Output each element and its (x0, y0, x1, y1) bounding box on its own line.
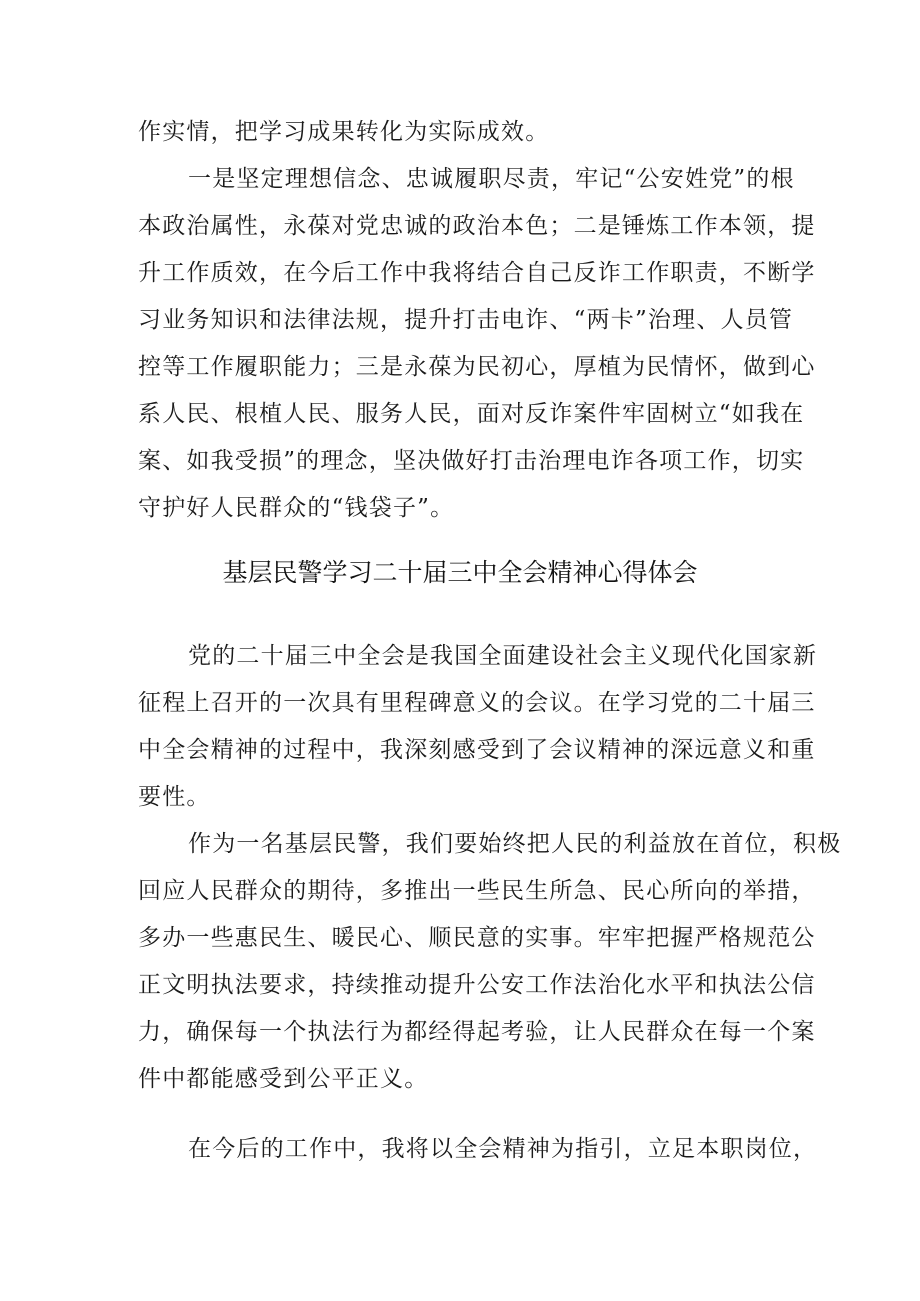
text-line: 一是坚定理想信念、忠诚履职尽责，牢记“公安姓党”的根 (188, 166, 795, 192)
text-line: 作为一名基层民警，我们要始终把人民的利益放在首位，积极 (188, 831, 842, 857)
text-line: 正文明执法要求，持续推动提升公安工作法治化水平和执法公信 (138, 972, 816, 998)
text-line: 案、如我受损”的理念，坚决做好打击治理电诈各项工作，切实 (138, 448, 805, 474)
text-line: 在今后的工作中，我将以全会精神为指引，立足本职岗位， (188, 1136, 818, 1162)
text-line: 多办一些惠民生、暖民心、顺民意的实事。牢牢把握严格规范公 (138, 925, 816, 951)
text-line: 要性。 (138, 784, 211, 810)
text-line: 作实情，把学习成果转化为实际成效。 (138, 119, 550, 145)
text-line: 征程上召开的一次具有里程碑意义的会议。在学习党的二十届三 (138, 690, 816, 716)
text-line: 件中都能感受到公平正义。 (138, 1066, 429, 1092)
text-line: 习业务知识和法律法规，提升打击电诈、“两卡”治理、人员管 (138, 307, 794, 333)
text-line: 控等工作履职能力；三是永葆为民初心，厚植为民情怀，做到心 (138, 354, 816, 380)
text-line: 系人民、根植人民、服务人民，面对反诈案件牢固树立“如我在 (138, 401, 805, 427)
text-line: 中全会精神的过程中，我深刻感受到了会议精神的深远意义和重 (138, 737, 816, 763)
text-line: 党的二十届三中全会是我国全面建设社会主义现代化国家新 (188, 643, 818, 669)
article-title: 基层民警学习二十届三中全会精神心得体会 (222, 558, 698, 587)
text-line: 本政治属性，永葆对党忠诚的政治本色；二是锤炼工作本领，提 (138, 213, 816, 239)
text-line: 力，确保每一个执法行为都经得起考验，让人民群众在每一个案 (138, 1019, 816, 1045)
text-line: 回应人民群众的期待，多推出一些民生所急、民心所向的举措， (138, 878, 816, 904)
text-line: 守护好人民群众的“钱袋子”。 (138, 495, 455, 521)
text-line: 升工作质效，在今后工作中我将结合自己反诈工作职责，不断学 (138, 260, 816, 286)
